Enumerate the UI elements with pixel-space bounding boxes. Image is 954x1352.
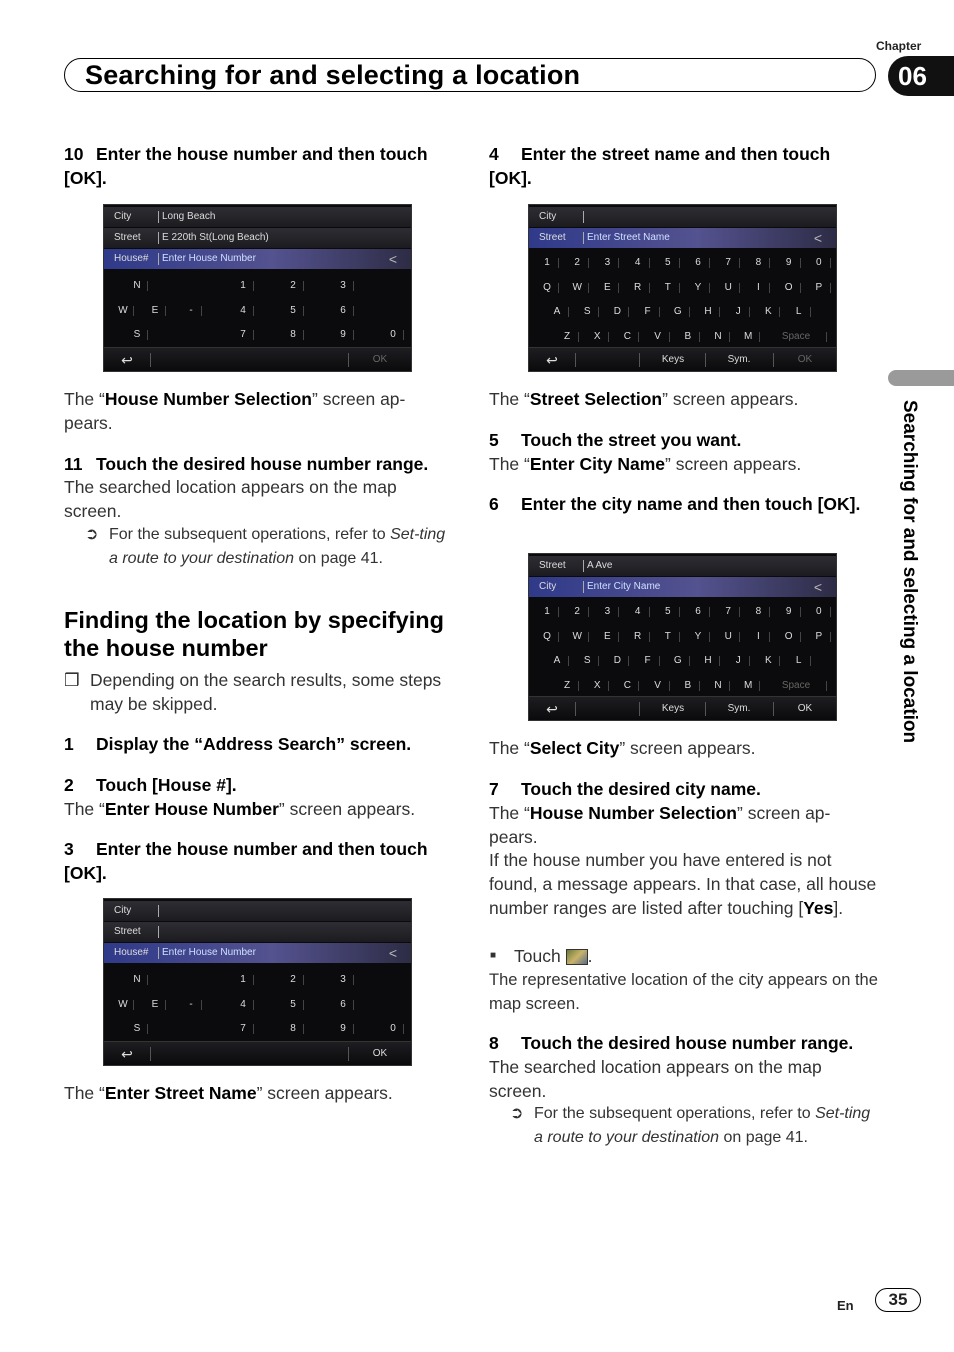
key-Y[interactable]: Y (688, 278, 708, 298)
key-J[interactable]: J (728, 651, 748, 671)
key-6[interactable]: 6 (688, 253, 708, 273)
key-W[interactable]: W (567, 278, 587, 298)
key-N[interactable]: N (128, 970, 146, 990)
right-bullet: ■ Touch . (490, 946, 593, 966)
key-Q[interactable]: Q (537, 278, 557, 298)
key-E[interactable]: E (597, 627, 617, 647)
key-K[interactable]: K (758, 651, 778, 671)
arrow-note-icon: ➲ (510, 1105, 524, 1122)
left-para-2: The searched location appears on the map screen. (64, 477, 397, 521)
bullet-icon: ■ (490, 950, 497, 961)
screen-bottom-bar (104, 1041, 411, 1065)
space-key[interactable]: Space (767, 676, 825, 696)
language-label: En (837, 1298, 854, 1313)
key-W[interactable]: W (567, 627, 587, 647)
key-U[interactable]: U (718, 627, 738, 647)
key-N[interactable]: N (128, 276, 146, 296)
key-Q[interactable]: Q (537, 627, 557, 647)
page-title-bar (64, 58, 876, 92)
screen-bottom-bar (104, 347, 411, 371)
step-5: 5 Touch the street you want. (489, 430, 742, 450)
key-L[interactable]: L (789, 302, 809, 322)
left-para-3: The “Enter House Number” screen appears. (64, 799, 416, 819)
step-7: 7 Touch the desired city name. (489, 779, 761, 799)
screen-enter-house-number-filled (103, 204, 412, 372)
key-I[interactable]: I (748, 627, 768, 647)
key-2[interactable]: 2 (284, 970, 302, 990)
key-N[interactable]: N (708, 327, 728, 347)
key-8[interactable]: 8 (284, 325, 302, 345)
symbols-button[interactable]: Sym. (727, 703, 751, 714)
page-title: Searching for and selecting a location (85, 60, 581, 90)
key-2[interactable]: 2 (567, 253, 587, 273)
key-9[interactable]: 9 (779, 602, 799, 622)
key-1[interactable]: 1 (234, 276, 252, 296)
key-K[interactable]: K (758, 302, 778, 322)
backspace-icon[interactable]: < (813, 579, 822, 595)
right-para-3: The “Select City” screen appears. (489, 738, 756, 758)
key-Z[interactable]: Z (557, 327, 577, 347)
key-7[interactable]: 7 (234, 1019, 252, 1039)
key-5[interactable]: 5 (658, 602, 678, 622)
key-S[interactable]: S (577, 302, 597, 322)
key-T[interactable]: T (658, 278, 678, 298)
key-4[interactable]: 4 (628, 602, 648, 622)
key-S[interactable]: S (577, 651, 597, 671)
key-Y[interactable]: Y (688, 627, 708, 647)
key-7[interactable]: 7 (718, 253, 738, 273)
key-N[interactable]: N (708, 676, 728, 696)
key-G[interactable]: G (668, 651, 688, 671)
step-6: 6 Enter the city name and then touch [OK]. (489, 494, 861, 514)
ok-button[interactable]: OK (797, 703, 813, 714)
key-C[interactable]: C (617, 676, 637, 696)
step-11: 11 Touch the desired house number range. (64, 454, 429, 474)
key-D[interactable]: D (607, 651, 627, 671)
key--[interactable]: - (182, 301, 200, 321)
right-para-2: The “Enter City Name” screen appears. (489, 454, 802, 474)
key-A[interactable]: A (547, 651, 567, 671)
key-8[interactable]: 8 (748, 253, 768, 273)
right-para-4: The “House Number Selection” screen ap-pears. (489, 803, 831, 847)
key-B[interactable]: B (678, 676, 698, 696)
key-9[interactable]: 9 (334, 325, 352, 345)
left-sub-note: ❒ Depending on the search results, some steps may be skipped. (64, 670, 442, 714)
key-7[interactable]: 7 (718, 602, 738, 622)
key-4[interactable]: 4 (628, 253, 648, 273)
key-U[interactable]: U (718, 278, 738, 298)
key-6[interactable]: 6 (334, 301, 352, 321)
key-S[interactable]: S (128, 1019, 146, 1039)
key-9[interactable]: 9 (779, 253, 799, 273)
key-8[interactable]: 8 (284, 1019, 302, 1039)
key-H[interactable]: H (698, 302, 718, 322)
key-X[interactable]: X (587, 327, 607, 347)
key-6[interactable]: 6 (688, 602, 708, 622)
screen-enter-street-name (528, 204, 837, 372)
cross-reference-link[interactable]: Set-ting a route to your destination (534, 1105, 871, 1146)
key-V[interactable]: V (648, 676, 668, 696)
back-arrow-icon[interactable]: ↩ (546, 701, 558, 717)
left-para-4: The “Enter Street Name” screen appears. (64, 1083, 393, 1103)
screen-row-house[interactable]: House# Enter House Number < (104, 943, 411, 963)
key-P[interactable]: P (809, 627, 829, 647)
keys-button[interactable]: Keys (661, 703, 685, 714)
key-W[interactable]: W (114, 301, 132, 321)
screen-row-city[interactable]: City (529, 207, 836, 227)
right-para-6: The representative location of the city appears on the map screen. (489, 971, 878, 1013)
step-2: 2 Touch [House #]. (64, 775, 237, 795)
screen-row-city[interactable]: City Long Beach (104, 207, 411, 227)
screen-enter-city-name (528, 553, 837, 721)
key-B[interactable]: B (678, 327, 698, 347)
screen-row-street[interactable]: Street E 220th St(Long Beach) (104, 228, 411, 248)
back-arrow-icon[interactable]: ↩ (121, 352, 133, 368)
ok-button[interactable]: OK (797, 354, 813, 365)
back-arrow-icon[interactable]: ↩ (546, 352, 558, 368)
key-V[interactable]: V (648, 327, 668, 347)
key-5[interactable]: 5 (284, 301, 302, 321)
screen-enter-house-number-empty (103, 898, 412, 1066)
key-1[interactable]: 1 (537, 253, 557, 273)
map-icon[interactable] (566, 949, 588, 965)
checkbox-note-icon: ❒ (64, 670, 80, 690)
chapter-number: 06 (888, 56, 954, 96)
key-3[interactable]: 3 (334, 276, 352, 296)
ok-button[interactable]: OK (372, 354, 388, 365)
arrow-note-icon: ➲ (85, 526, 99, 543)
backspace-icon[interactable]: < (388, 251, 397, 267)
key-7[interactable]: 7 (234, 325, 252, 345)
key-0[interactable]: 0 (384, 325, 402, 345)
left-para-1: The “House Number Selection” screen ap-pears. (64, 389, 406, 433)
screen-row-street[interactable]: Street A Ave (529, 556, 836, 576)
key-3[interactable]: 3 (597, 253, 617, 273)
key-M[interactable]: M (738, 676, 758, 696)
step-8: 8 Touch the desired house number range. (489, 1033, 854, 1053)
screen-row-house[interactable]: House# Enter House Number < (104, 249, 411, 269)
key-0[interactable]: 0 (809, 253, 829, 273)
key-W[interactable]: W (114, 995, 132, 1015)
key-F[interactable]: F (638, 651, 658, 671)
step-3: 3 Enter the house number and then touch [OK]. (64, 839, 428, 883)
screen-row-street[interactable]: Street (104, 922, 411, 942)
key--[interactable]: - (182, 995, 200, 1015)
key-H[interactable]: H (698, 651, 718, 671)
chapter-label: Chapter (876, 39, 922, 53)
back-arrow-icon[interactable]: ↩ (121, 1046, 133, 1062)
page-number: 35 (875, 1288, 921, 1312)
key-E[interactable]: E (146, 301, 164, 321)
key-X[interactable]: X (587, 676, 607, 696)
key-M[interactable]: M (738, 327, 758, 347)
key-6[interactable]: 6 (334, 995, 352, 1015)
key-0[interactable]: 0 (809, 602, 829, 622)
step-4: 4 Enter the street name and then touch [OK]. (489, 144, 831, 188)
right-note: ➲ For the subsequent operations, refer to Set-ting a route to your destination on page 41. (534, 1102, 874, 1150)
key-L[interactable]: L (789, 651, 809, 671)
backspace-icon[interactable]: < (388, 945, 397, 961)
step-10: 10 Enter the house number and then touch [OK]. (64, 144, 428, 188)
key-Z[interactable]: Z (557, 676, 577, 696)
key-D[interactable]: D (607, 302, 627, 322)
key-1[interactable]: 1 (537, 602, 557, 622)
key-R[interactable]: R (628, 627, 648, 647)
key-5[interactable]: 5 (658, 253, 678, 273)
key-E[interactable]: E (597, 278, 617, 298)
key-2[interactable]: 2 (284, 276, 302, 296)
key-2[interactable]: 2 (567, 602, 587, 622)
side-tab-marker (888, 370, 954, 386)
key-9[interactable]: 9 (334, 1019, 352, 1039)
key-1[interactable]: 1 (234, 970, 252, 990)
key-C[interactable]: C (617, 327, 637, 347)
keys-button[interactable]: Keys (661, 354, 685, 365)
screen-row-street[interactable]: Street Enter Street Name < (529, 228, 836, 248)
side-tab-title: Searching for and selecting a location (899, 400, 920, 744)
ok-button[interactable]: OK (372, 1048, 388, 1059)
key-8[interactable]: 8 (748, 602, 768, 622)
right-para-1: The “Street Selection” screen appears. (489, 389, 799, 409)
left-note-1: ➲ For the subsequent operations, refer to Set-ting a route to your destination on page 41. (109, 523, 449, 571)
screen-row-city[interactable]: City Enter City Name < (529, 577, 836, 597)
key-G[interactable]: G (668, 302, 688, 322)
screen-bottom-bar (529, 696, 836, 720)
key-P[interactable]: P (809, 278, 829, 298)
key-0[interactable]: 0 (384, 1019, 402, 1039)
key-O[interactable]: O (779, 278, 799, 298)
right-para-7: The searched location appears on the map screen. (489, 1057, 822, 1101)
step-1: 1 Display the “Address Search” screen. (64, 734, 412, 754)
key-A[interactable]: A (547, 302, 567, 322)
key-4[interactable]: 4 (234, 301, 252, 321)
screen-row-city[interactable]: City (104, 901, 411, 921)
key-E[interactable]: E (146, 995, 164, 1015)
right-para-5: If the house number you have entered is not found, a message appears. In that case, all house number ranges are listed after touching [Yes]. (489, 850, 877, 918)
key-O[interactable]: O (779, 627, 799, 647)
key-F[interactable]: F (638, 302, 658, 322)
key-I[interactable]: I (748, 278, 768, 298)
backspace-icon[interactable]: < (813, 230, 822, 246)
key-4[interactable]: 4 (234, 995, 252, 1015)
cross-reference-link[interactable]: Set-ting a route to your destination (109, 526, 446, 567)
key-R[interactable]: R (628, 278, 648, 298)
key-5[interactable]: 5 (284, 995, 302, 1015)
key-T[interactable]: T (658, 627, 678, 647)
section-title: Finding the location by specifying the house number (64, 607, 444, 661)
key-3[interactable]: 3 (334, 970, 352, 990)
screen-bottom-bar (529, 347, 836, 371)
space-key[interactable]: Space (767, 327, 825, 347)
key-J[interactable]: J (728, 302, 748, 322)
key-3[interactable]: 3 (597, 602, 617, 622)
key-S[interactable]: S (128, 325, 146, 345)
symbols-button[interactable]: Sym. (727, 354, 751, 365)
